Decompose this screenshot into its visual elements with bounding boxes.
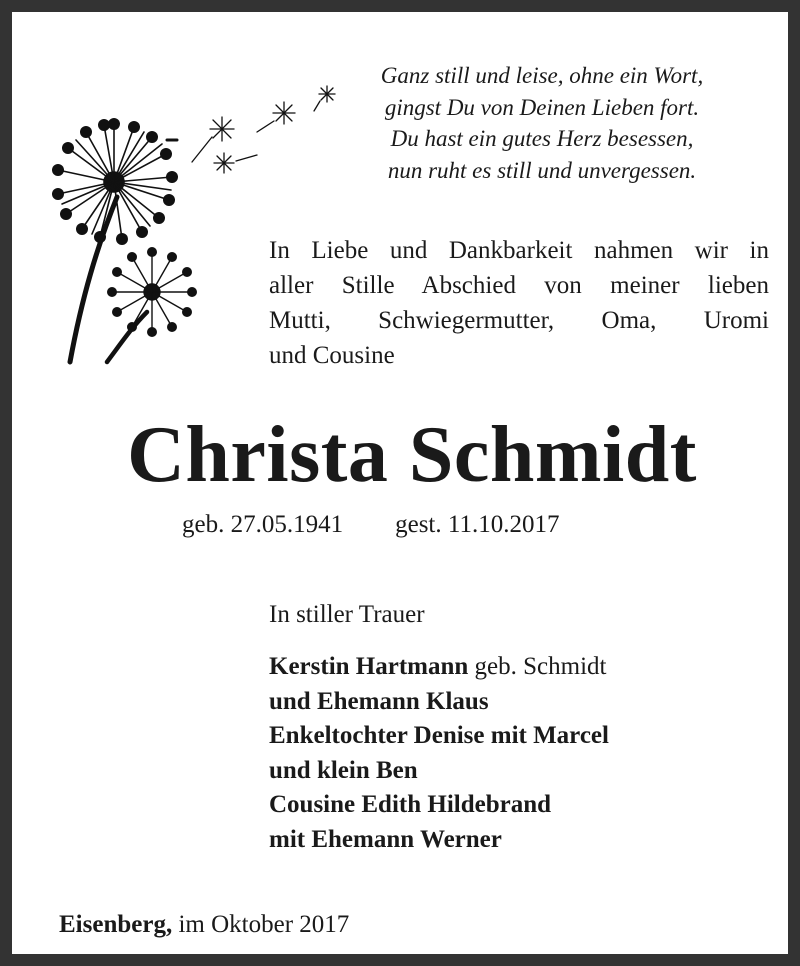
poem-line: nun ruht es still und unvergessen.: [387, 157, 697, 183]
intro-line: In Liebe und Dankbarkeit nahmen wir in: [269, 237, 769, 264]
place-date: [59, 909, 349, 941]
mourner-line: und klein Ben: [269, 756, 418, 784]
intro-text: [269, 233, 769, 373]
life-dates: [182, 509, 559, 541]
mourner-line: [269, 650, 609, 685]
poem-line: Ganz still und leise, ohne ein Wort,: [380, 63, 704, 88]
poem-line: Du hast ein gutes Herz besessen,: [390, 126, 694, 151]
death-date: gest. 11.10.2017: [395, 511, 560, 538]
mourning-heading: In stiller Trauer: [269, 601, 425, 628]
birth-date: geb. 27.05.1941: [182, 511, 344, 538]
intro-line: und Cousine: [269, 342, 395, 369]
place-name: Eisenberg,: [59, 911, 173, 938]
mourner-line: Cousine Edith Hildebrand: [269, 791, 552, 818]
deceased-name: Christa Schmidt: [127, 411, 697, 499]
mourner-name: Kerstin Hartmann: [269, 653, 469, 680]
place-date-text: im Oktober 2017: [172, 911, 350, 938]
poem: [312, 60, 772, 186]
mourner-note: geb. Schmidt: [468, 653, 607, 680]
mourner-line: mit Ehemann Werner: [269, 825, 502, 853]
mourners-list: [269, 650, 609, 857]
intro-line: Mutti, Schwiegermutter, Oma, Uromi: [269, 307, 769, 334]
intro-line: aller Stille Abschied von meiner lieben: [269, 272, 769, 299]
mourner-line: und Ehemann Klaus: [269, 687, 489, 715]
poem-line: gingst Du von Deinen Lieben fort.: [384, 94, 700, 120]
mourner-line: Enkeltochter Denise mit Marcel: [269, 722, 609, 749]
